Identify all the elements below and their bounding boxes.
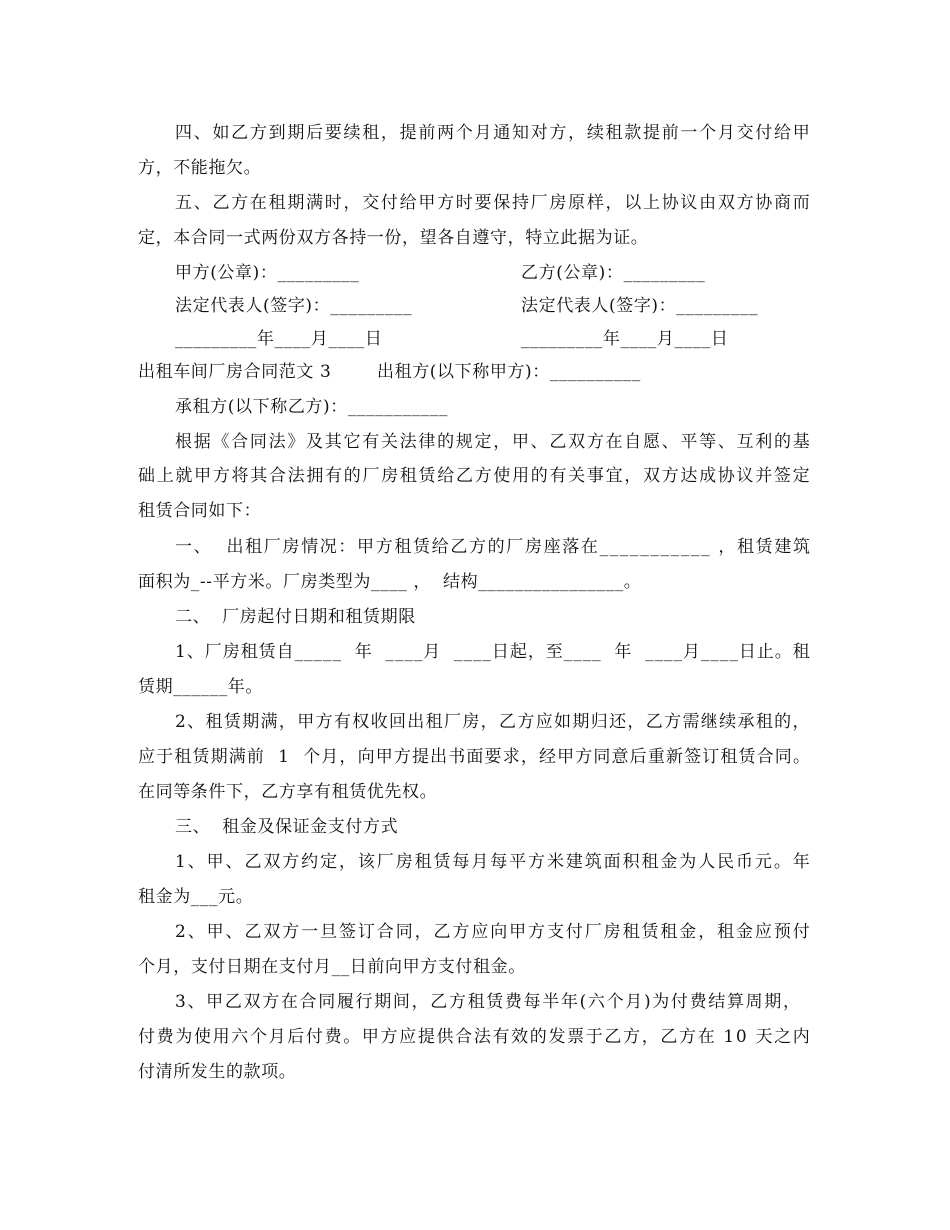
paragraph-line: 赁期______年。 bbox=[138, 677, 263, 697]
paragraph-line: 面积为_--平方米。厂房类型为____ ， 结构________________。 bbox=[138, 572, 642, 592]
paragraph-line: 1 、 厂 房 租 赁 自 _ _ _ _ _ 年 _ _ _ _ 月 _ _ _ _ 日 起 ， 至 _ _ _ _ 年 _ _ _ _ 月 _ _ _ _ 日 止 。 租 bbox=[175, 642, 810, 662]
party-a-date: _________年____月____日 bbox=[175, 329, 383, 349]
section-title: 出租车间厂房合同范文 3 bbox=[138, 362, 332, 382]
party-a-seal: 甲方(公章)：_________ bbox=[175, 263, 360, 283]
lessee-line: 承租方(以下称乙方)：___________ bbox=[175, 397, 448, 417]
paragraph-line: 定，本合同一式两份双方各持一份，望各自遵守，特立此据为证。 bbox=[138, 228, 649, 248]
paragraph-line: 应 于 租 赁 期 满 前 1 个 月 ， 向 甲 方 提 出 书 面 要 求 ， 经 甲 方 同 意 后 重 新 签 订 租 赁 合 同 。 bbox=[138, 747, 810, 767]
paragraph-line: 2 、 甲 、 乙 双 方 一 旦 签 订 合 同 ， 乙 方 应 向 甲 方 支 付 厂 房 租 赁 租 金 ， 租 金 应 预 付 bbox=[175, 922, 810, 942]
paragraph-line: 付清所发生的款项。 bbox=[138, 1062, 297, 1082]
paragraph-line: 租金为___元。 bbox=[138, 887, 254, 907]
article-heading: 三、 租金及保证金支付方式 bbox=[175, 817, 399, 837]
paragraph-line: 2 、 租 赁 期 满 ， 甲 方 有 权 收 回 出 租 厂 房 ， 乙 方 应 如 期 归 还 ， 乙 方 需 继 续 承 租 的 ， bbox=[175, 712, 810, 732]
paragraph-line: 五 、 乙 方 在 租 期 满 时 ， 交 付 给 甲 方 时 要 保 持 厂 房 原 样 ， 以 上 协 议 由 双 方 协 商 而 bbox=[175, 193, 810, 213]
paragraph-line: 础 上 就 甲 方 将 其 合 法 拥 有 的 厂 房 租 赁 给 乙 方 使 用 的 有 关 事 宜 ， 双 方 达 成 协 议 并 签 定 bbox=[138, 466, 810, 486]
paragraph-line: 方，不能拖欠。 bbox=[138, 158, 262, 178]
party-a-representative: 法定代表人(签字)：_________ bbox=[175, 296, 413, 316]
paragraph-line: 3 、 甲 乙 双 方 在 合 同 履 行 期 间 ， 乙 方 租 赁 费 每 半 年 ( 六 个 月 ) 为 付 费 结 算 周 期 ， bbox=[175, 992, 800, 1012]
paragraph-line: 租赁合同如下： bbox=[138, 501, 262, 521]
party-b-representative: 法定代表人(签字)：_________ bbox=[521, 296, 759, 316]
lessor-line: 出租方(以下称甲方)：__________ bbox=[377, 362, 641, 382]
paragraph-line: 在同等条件下，乙方享有租赁优先权。 bbox=[138, 782, 438, 802]
paragraph-line: 根 据 《 合 同 法 》 及 其 它 有 关 法 律 的 规 定 ， 甲 、 乙 双 方 在 自 愿 、 平 等 、 互 利 的 基 bbox=[175, 432, 810, 452]
party-b-seal: 乙方(公章)：_________ bbox=[521, 263, 706, 283]
party-b-date: _________年____月____日 bbox=[521, 329, 729, 349]
paragraph-line: 四 、 如 乙 方 到 期 后 要 续 租 ， 提 前 两 个 月 通 知 对 方 ， 续 租 款 提 前 一 个 月 交 付 给 甲 bbox=[175, 123, 810, 143]
article-heading: 二、 厂房起付日期和租赁期限 bbox=[175, 607, 416, 627]
paragraph-line: 一 、 出 租 厂 房 情 况 ： 甲 方 租 赁 给 乙 方 的 厂 房 座 落 在 _ _ _ _ _ _ _ _ _ _ _ ， 租 赁 建 筑 bbox=[175, 537, 810, 557]
paragraph-line: 1 、 甲 、 乙 双 方 约 定 ， 该 厂 房 租 赁 每 月 每 平 方 米 建 筑 面 积 租 金 为 人 民 币 元 。 年 bbox=[175, 852, 810, 872]
paragraph-line: 付 费 为 使 用 六 个 月 后 付 费 。 甲 方 应 提 供 合 法 有 效 的 发 票 于 乙 方 ， 乙 方 在 1 0 天 之 内 bbox=[138, 1027, 810, 1047]
paragraph-line: 个月，支付日期在支付月__日前向甲方支付租金。 bbox=[138, 957, 526, 977]
